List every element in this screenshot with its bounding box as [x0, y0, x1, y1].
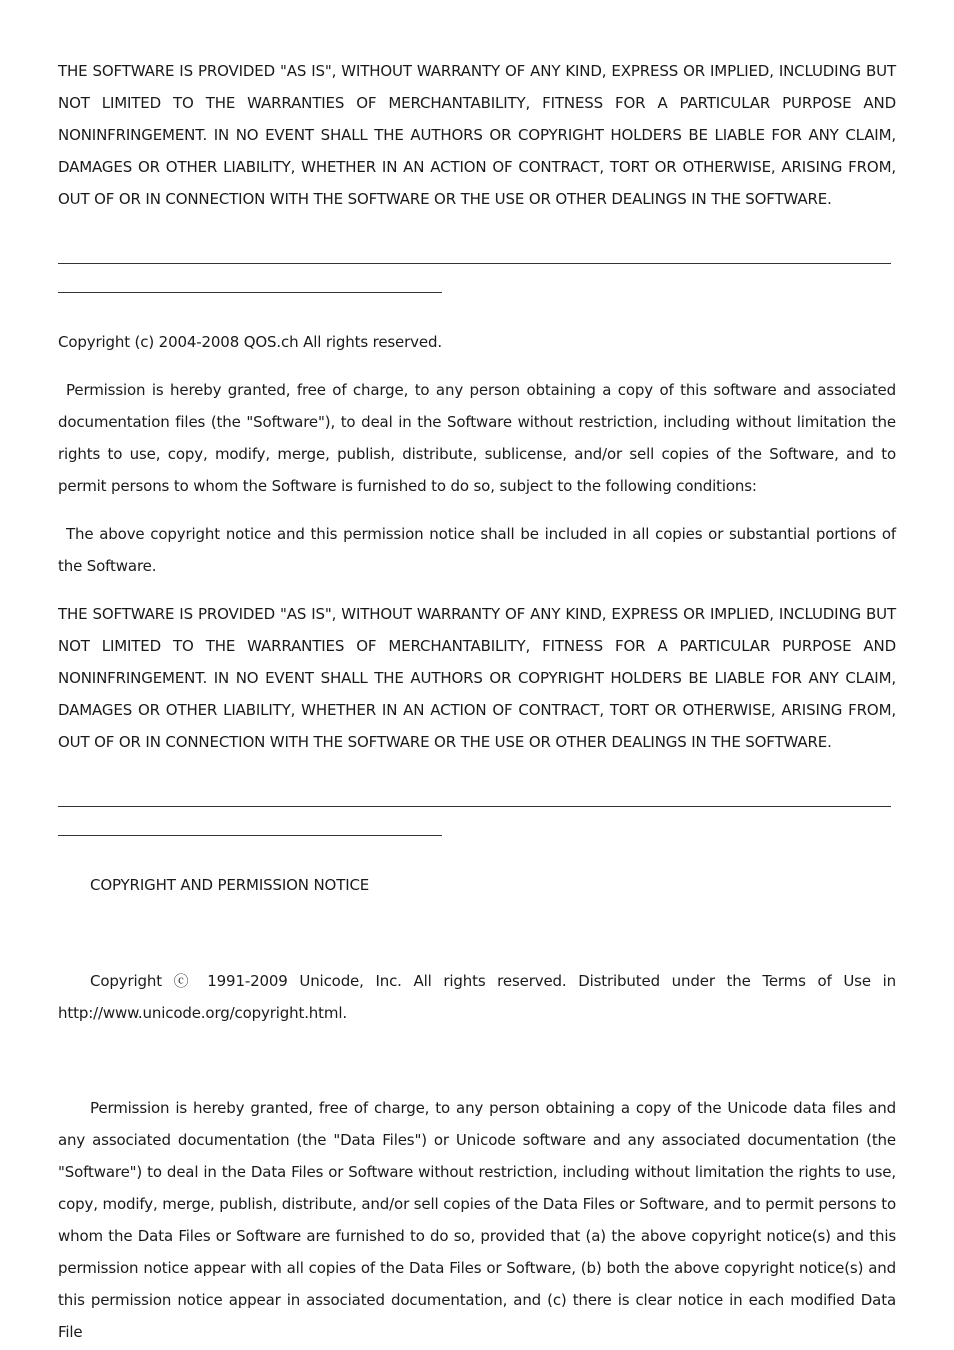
separator-long-2: [58, 806, 891, 807]
unicode-permission-paragraph: Permission is hereby granted, free of charge, to any person obtaining a copy of the Unicode data files and any associated documentation (the "Data Files") or Unicode software and any associated documentation (the "Software") to deal in the Data Files or Software without restriction, including without limitation the rights to use, copy, modify, merge, publish, distribute, and/or sell copies of the Data Files or Software, and to permit persons to whom the Data Files or Software are furnished to do so, provided that (a) the above copyright notice(s) and this permission notice appear with all copies of the Data Files or Software, (b) both the above copyright notice(s) and this permission notice appear in associated documentation, and (c) there is clear notice in each modified Data File: [58, 1099, 896, 1341]
qos-permission-paragraph: Permission is hereby granted, free of charge, to any person obtaining a copy of this software and associated documentation files (the "Software"), to deal in the Software without restriction, including without limitation the rights to use, copy, modify, merge, publish, distribute, sublicense, and/or sell copies of the Software, and to permit persons to whom the Software is furnished to do so, subject to the following conditions:: [58, 381, 896, 495]
warranty-disclaimer-2: THE SOFTWARE IS PROVIDED "AS IS", WITHOUT WARRANTY OF ANY KIND, EXPRESS OR IMPLIED, INCLUDING BUT NOT LIMITED TO THE WARRANTIES OF MERCHANTABILITY, FITNESS FOR A PARTICULAR PURPOSE AND NONINFRINGEMENT. IN NO EVENT SHALL THE AUTHORS OR COPYRIGHT HOLDERS BE LIABLE FOR ANY CLAIM, DAMAGES OR OTHER LIABILITY, WHETHER IN AN ACTION OF CONTRACT, TORT OR OTHERWISE, ARISING FROM, OUT OF OR IN CONNECTION WITH THE SOFTWARE OR THE USE OR OTHER DEALINGS IN THE SOFTWARE.: [58, 605, 896, 751]
qos-notice-paragraph: The above copyright notice and this permission notice shall be included in all copies or substantial portions of the Software.: [58, 525, 896, 575]
unicode-notice-heading: COPYRIGHT AND PERMISSION NOTICE: [90, 876, 370, 894]
unicode-copyright-paragraph: Copyright ⓒ 1991-2009 Unicode, Inc. All rights reserved. Distributed under the Terms of Use in http://www.unicode.org/copyright.html.: [58, 972, 896, 1022]
separator-long-1: [58, 263, 891, 264]
separator-short-1: [58, 292, 442, 293]
qos-copyright-line: Copyright (c) 2004-2008 QOS.ch All rights reserved.: [58, 333, 442, 351]
warranty-disclaimer-1: THE SOFTWARE IS PROVIDED "AS IS", WITHOUT WARRANTY OF ANY KIND, EXPRESS OR IMPLIED, INCLUDING BUT NOT LIMITED TO THE WARRANTIES OF MERCHANTABILITY, FITNESS FOR A PARTICULAR PURPOSE AND NONINFRINGEMENT. IN NO EVENT SHALL THE AUTHORS OR COPYRIGHT HOLDERS BE LIABLE FOR ANY CLAIM, DAMAGES OR OTHER LIABILITY, WHETHER IN AN ACTION OF CONTRACT, TORT OR OTHERWISE, ARISING FROM, OUT OF OR IN CONNECTION WITH THE SOFTWARE OR THE USE OR OTHER DEALINGS IN THE SOFTWARE.: [58, 62, 896, 208]
license-document: [58, 55, 896, 1348]
separator-short-2: [58, 835, 442, 836]
